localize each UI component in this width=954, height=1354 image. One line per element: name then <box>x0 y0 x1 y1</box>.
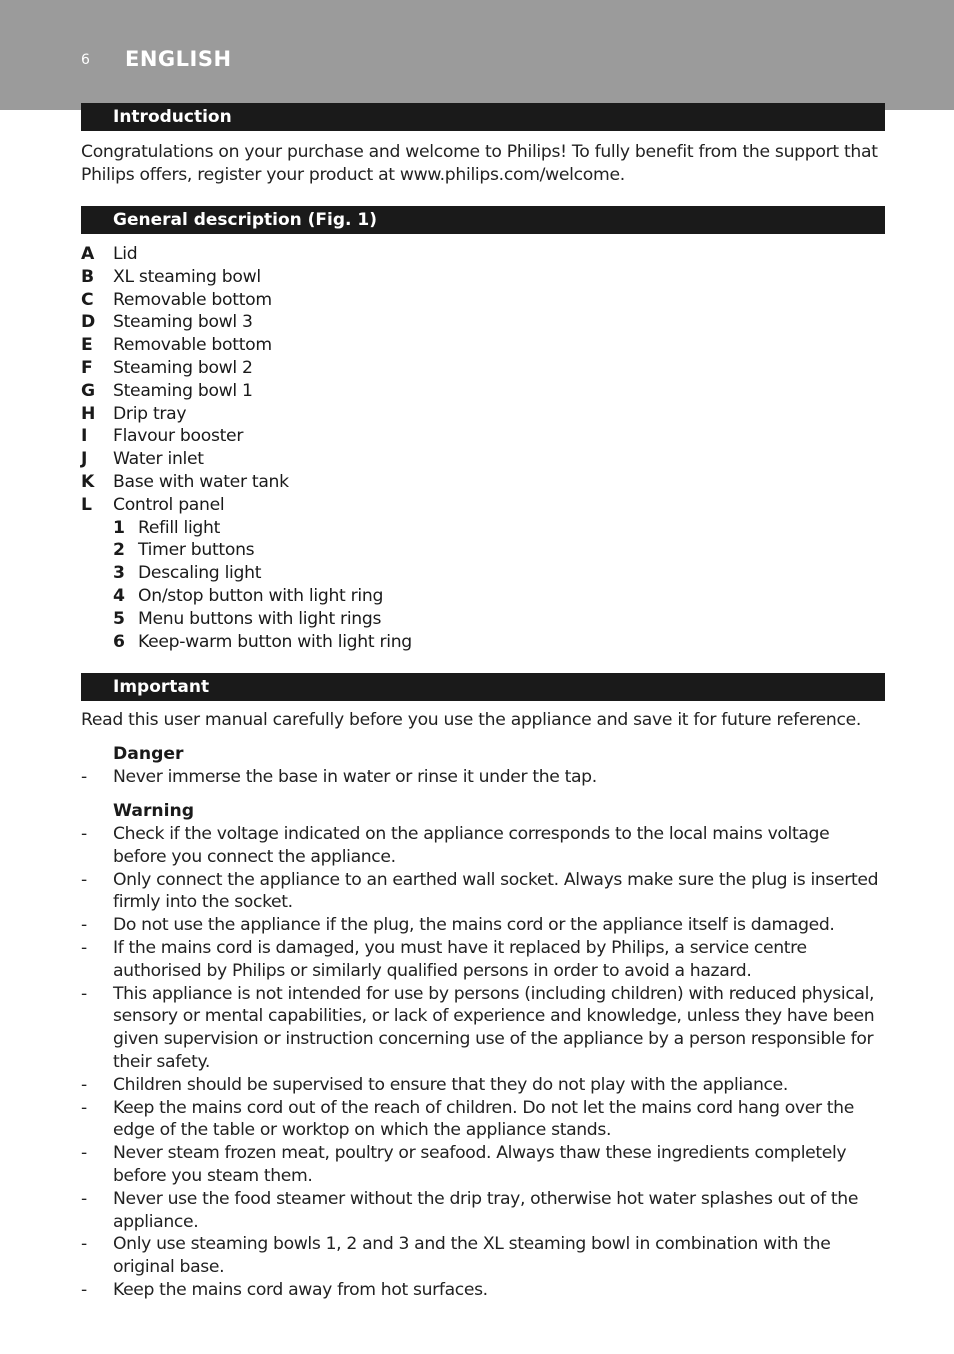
item-text: Keep the mains cord out of the reach of children. Do not let the mains cord hang over the edge of the table or worktop on which the appliance stands. <box>113 1097 854 1141</box>
important-intro: Read this user manual carefully before you use the appliance and save it for future reference. <box>81 710 862 730</box>
bullet-dash: - <box>81 937 87 958</box>
bullet-dash: - <box>81 869 87 890</box>
item-text: Never immerse the base in water or rinse it under the tap. <box>113 767 597 787</box>
danger-heading: Danger <box>113 744 184 764</box>
item-text: Lid <box>113 244 138 264</box>
item-key: F <box>81 357 93 378</box>
item-text: Water inlet <box>113 449 204 470</box>
subitem-text: Timer buttons <box>138 540 255 561</box>
item-text: Removable bottom <box>113 289 272 310</box>
subitem-text: Refill light <box>138 517 221 538</box>
subitem-key: 2 <box>113 540 125 561</box>
item-key: G <box>81 380 95 401</box>
item-text: Never steam frozen meat, poultry or seafood. Always thaw these ingredients completely before you steam them. <box>113 1143 847 1186</box>
item-text: Control panel <box>113 494 225 515</box>
item-text: Only connect the appliance to an earthed wall socket. Always make sure the plug is inserted firmly into the socket. <box>113 869 879 913</box>
bullet-dash: - <box>81 915 87 936</box>
bullet-dash: - <box>81 983 87 1004</box>
list-item <box>81 766 887 789</box>
item-text: Only use steaming bowls 1, 2 and 3 and the XL steaming bowl in combination with the original base. <box>113 1234 831 1278</box>
item-text: Drip tray <box>113 403 187 424</box>
item-text: Steaming bowl 1 <box>113 380 253 401</box>
item-text: This appliance is not intended for use by persons (including children) with reduced physical, sensory or mental capabilities, or lack of experience and knowledge, unless they have been given supervision or instruction concerning use of the appliance by a person responsible for their safety. <box>113 983 875 1072</box>
item-key: I <box>81 426 88 447</box>
subitem-text: Keep-warm button with light ring <box>138 631 412 652</box>
section-header-introduction: Introduction <box>81 103 885 131</box>
item-text: XL steaming bowl <box>113 266 261 287</box>
list-item <box>81 1279 887 1302</box>
bullet-dash: - <box>81 1188 87 1209</box>
item-key: A <box>81 244 95 264</box>
subitem-key: 5 <box>113 608 125 629</box>
item-key: C <box>81 289 94 310</box>
language-heading: ENGLISH <box>125 47 232 71</box>
page-number: 6 <box>81 52 90 68</box>
bullet-dash: - <box>81 1074 87 1095</box>
item-key: B <box>81 266 94 287</box>
bullet-dash: - <box>81 1234 87 1255</box>
list-item <box>81 1188 887 1234</box>
subitem-key: 1 <box>113 517 125 538</box>
item-text: Steaming bowl 3 <box>113 312 253 333</box>
bullet-dash: - <box>81 1097 87 1118</box>
item-text: If the mains cord is damaged, you must have it replaced by Philips, a service centre authorised by Philips or similarly qualified persons in order to avoid a hazard. <box>113 937 807 981</box>
list-item <box>81 983 887 1074</box>
list-item <box>81 1074 887 1097</box>
item-text: Do not use the appliance if the plug, the mains cord or the appliance itself is damaged. <box>113 915 835 936</box>
list-item <box>81 1097 887 1143</box>
item-text: Children should be supervised to ensure that they do not play with the appliance. <box>113 1074 788 1095</box>
section-header-general-description: General description (Fig. 1) <box>81 206 885 234</box>
subitem-text: On/stop button with light ring <box>138 585 384 606</box>
list-item <box>81 914 887 937</box>
item-key: E <box>81 335 93 356</box>
subitem-key: 3 <box>113 563 125 584</box>
item-key: K <box>81 471 95 492</box>
item-text: Check if the voltage indicated on the appliance corresponds to the local mains voltage before you connect the appliance. <box>113 824 830 867</box>
warning-list <box>81 823 887 1302</box>
list-item <box>81 1142 887 1188</box>
item-text: Steaming bowl 2 <box>113 357 253 378</box>
danger-list <box>81 766 887 789</box>
subitem-key: 6 <box>113 631 125 652</box>
section-header-important: Important <box>81 673 885 701</box>
item-text: Removable bottom <box>113 335 272 356</box>
item-key: J <box>81 449 88 470</box>
subitem-text: Descaling light <box>138 563 262 584</box>
bullet-dash: - <box>81 1143 87 1164</box>
introduction-text: Congratulations on your purchase and welcome to Philips! To fully benefit from the support that Philips offers, register your product at www.philips.com/welcome. <box>81 142 878 185</box>
list-item <box>81 869 887 915</box>
list-item <box>81 823 887 869</box>
item-key: D <box>81 312 95 333</box>
subitem-text: Menu buttons with light rings <box>138 608 382 629</box>
item-text: Never use the food steamer without the drip tray, otherwise hot water splashes out of the appliance. <box>113 1188 859 1232</box>
item-text: Base with water tank <box>113 471 289 492</box>
header-band <box>0 0 954 110</box>
bullet-dash: - <box>81 767 87 787</box>
list-item <box>81 937 887 983</box>
bullet-dash: - <box>81 1279 87 1300</box>
item-text: Flavour booster <box>113 426 244 447</box>
item-text: Keep the mains cord away from hot surfaces. <box>113 1279 488 1300</box>
list-item <box>81 1233 887 1279</box>
warning-heading: Warning <box>113 801 195 821</box>
bullet-dash: - <box>81 824 87 844</box>
item-key: H <box>81 403 96 424</box>
item-key: L <box>81 494 92 515</box>
subitem-key: 4 <box>113 585 125 606</box>
